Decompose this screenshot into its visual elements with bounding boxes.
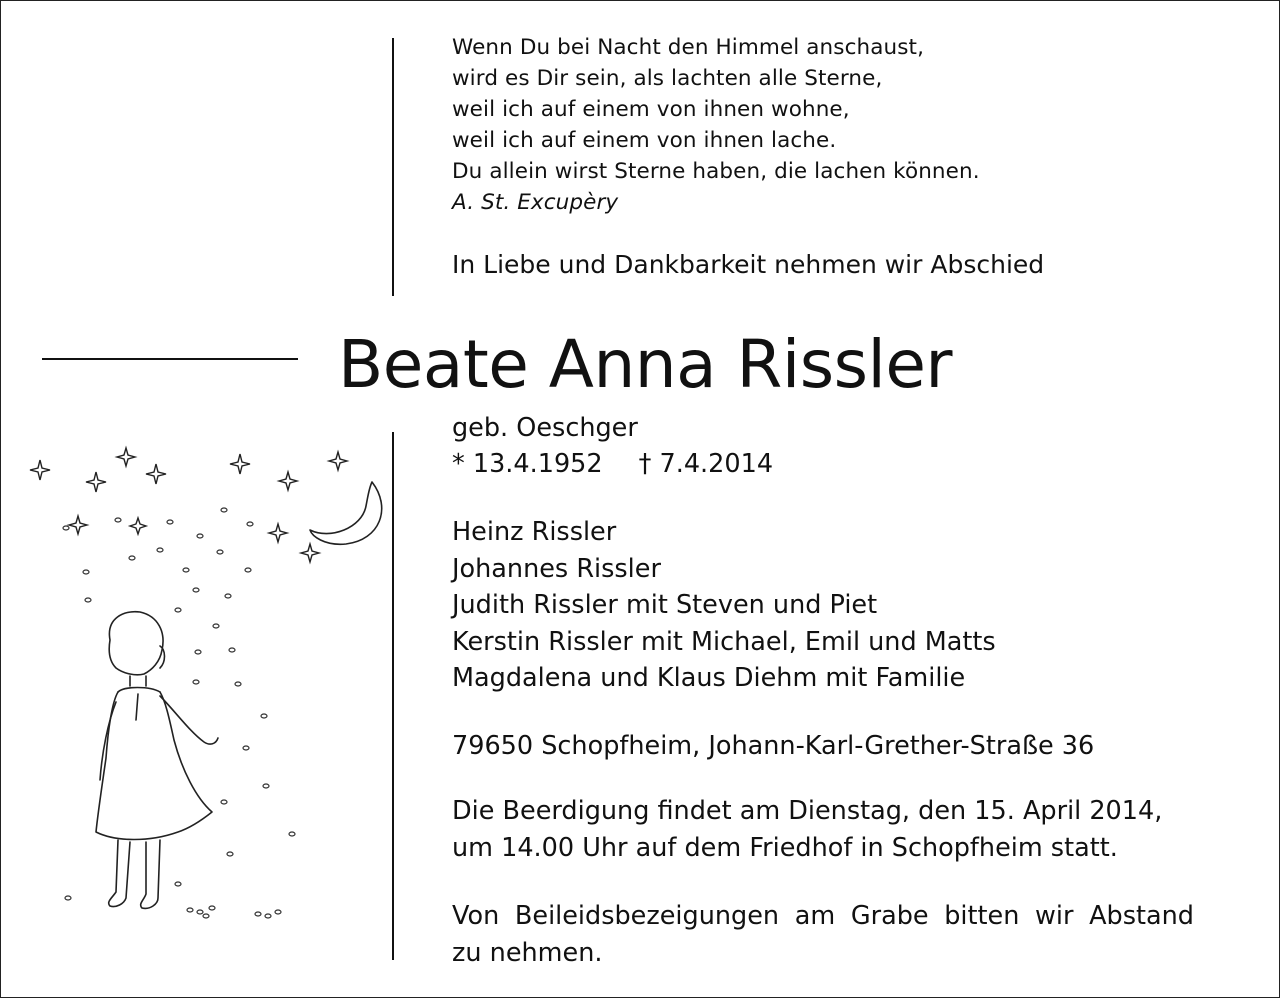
farewell-text: In Liebe und Dankbarkeit nehmen wir Abschied: [452, 250, 1045, 279]
quote-author: A. St. Excupèry: [452, 190, 619, 215]
condolence-line: zu nehmen.: [452, 937, 603, 968]
quote-line: weil ich auf einem von ihnen wohne,: [452, 97, 850, 122]
family-list: [452, 514, 996, 697]
condolence-line: Von Beileidsbezeigungen am Grabe bitten wir Abstand: [452, 901, 1194, 931]
family-member: Kerstin Rissler mit Michael, Emil und Matts: [452, 626, 996, 657]
condolence-note: [452, 898, 1194, 971]
family-member: Heinz Rissler: [452, 517, 617, 547]
funeral-line: Die Beerdigung findet am Dienstag, den 15. April 2014,: [452, 796, 1163, 826]
vertical-divider-top: [392, 38, 394, 296]
funeral-line: um 14.00 Uhr auf dem Friedhof in Schopfheim statt.: [452, 832, 1118, 863]
deceased-name: Beate Anna Rissler: [338, 326, 953, 403]
falling-pebbles: [63, 508, 295, 918]
quote-line: Du allein wirst Sterne haben, die lachen können.: [452, 159, 980, 184]
quote-line: wird es Dir sein, als lachten alle Sterne,: [452, 66, 883, 91]
address: 79650 Schopfheim, Johann-Karl-Grether-Straße 36: [452, 731, 1095, 761]
poem-quote: [452, 32, 980, 218]
horizontal-divider: [42, 358, 298, 360]
quote-line: Wenn Du bei Nacht den Himmel anschaust,: [452, 35, 924, 60]
birth-date: * 13.4.1952: [452, 449, 603, 479]
death-date: † 7.4.2014: [638, 449, 774, 479]
funeral-info: [452, 793, 1162, 866]
family-member: Johannes Rissler: [452, 553, 661, 584]
star-sparkles: [30, 448, 347, 562]
born-name: geb. Oeschger: [452, 413, 638, 443]
life-dates: [452, 446, 773, 483]
girl-looking-at-stars-and-moon-drawing-icon: [20, 440, 400, 940]
family-member: Judith Rissler mit Steven und Piet: [452, 590, 878, 620]
family-member: Magdalena und Klaus Diehm mit Familie: [452, 663, 966, 693]
quote-line: weil ich auf einem von ihnen lache.: [452, 128, 837, 153]
